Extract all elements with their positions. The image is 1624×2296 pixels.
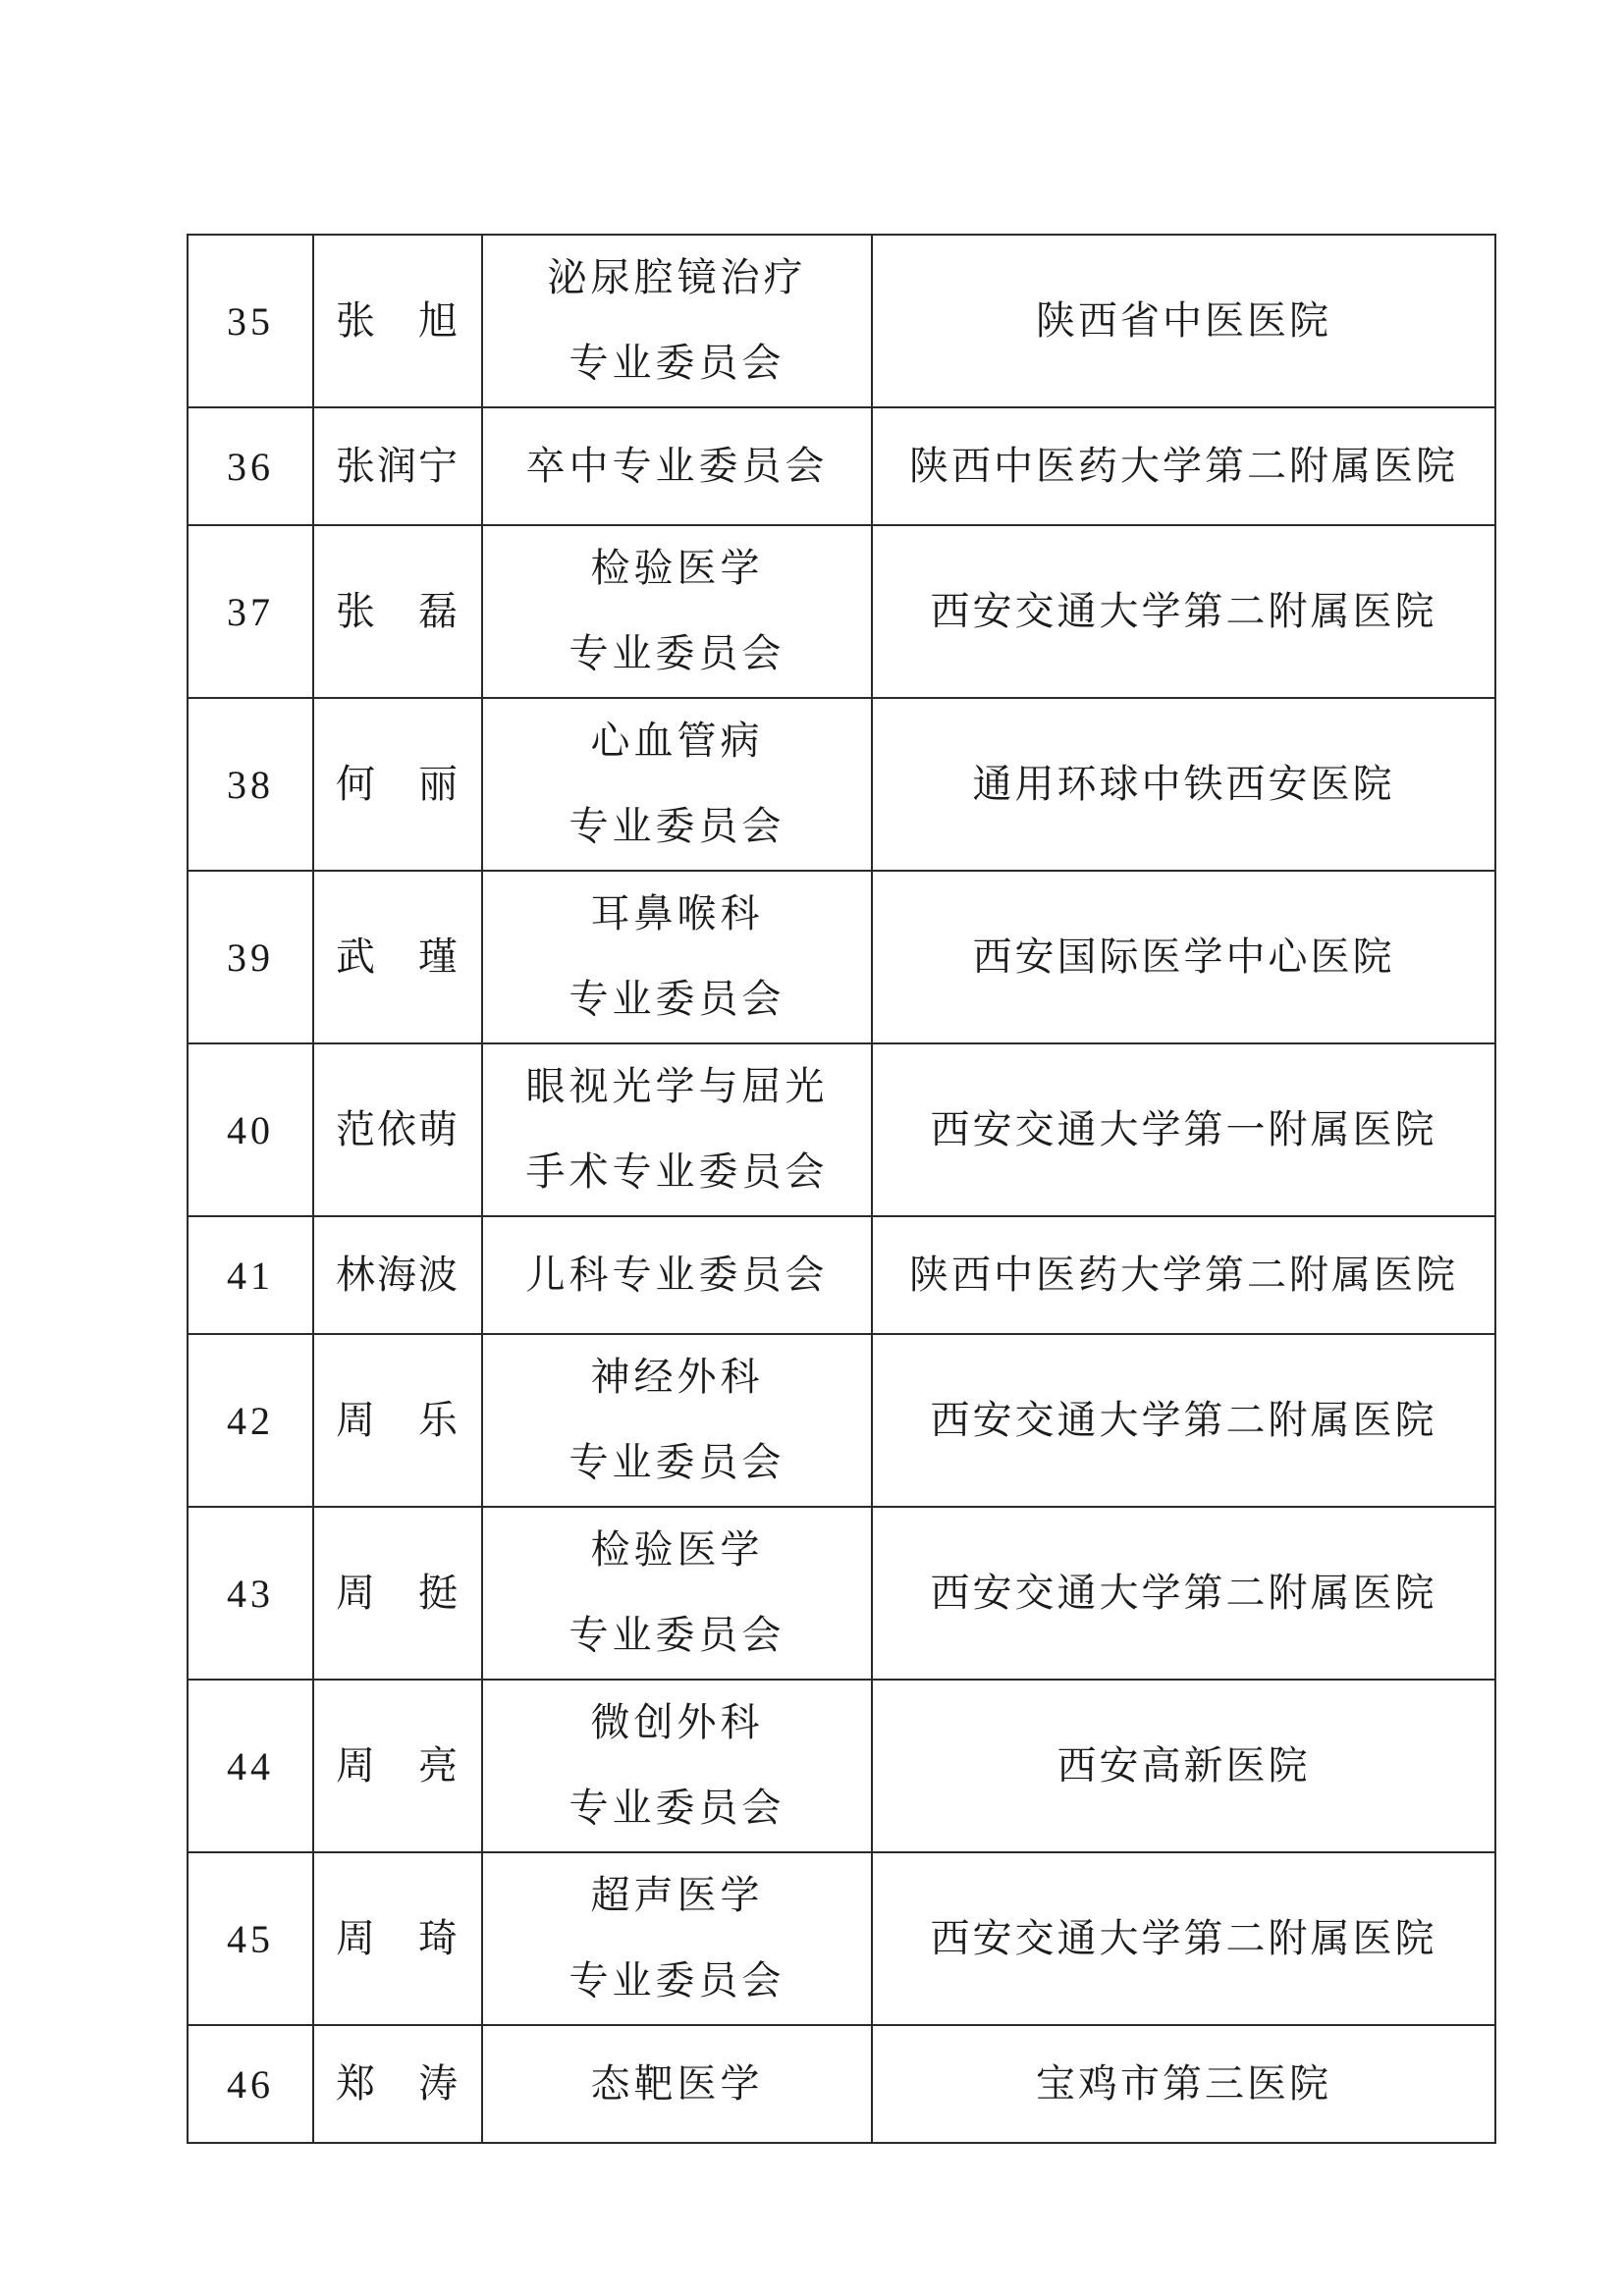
row-number: 37 (188, 525, 313, 698)
member-name: 何 丽 (313, 698, 482, 871)
row-number: 46 (188, 2025, 313, 2143)
committee-line: 专业委员会 (568, 1958, 785, 2003)
member-name: 周 亮 (313, 1680, 482, 1852)
row-number: 45 (188, 1852, 313, 2025)
table-row (188, 1043, 1495, 1216)
committee-line: 检验医学 (590, 546, 764, 591)
committee-cell (482, 1852, 872, 2025)
organization-cell: 西安交通大学第二附属医院 (872, 1852, 1495, 2025)
organization-cell: 通用环球中铁西安医院 (872, 698, 1495, 871)
committee-cell (482, 525, 872, 698)
organization-cell: 西安高新医院 (872, 1680, 1495, 1852)
member-name: 张 磊 (313, 525, 482, 698)
organization-cell: 西安交通大学第一附属医院 (872, 1043, 1495, 1216)
committee-line: 神经外科 (590, 1355, 764, 1400)
committee-line: 专业委员会 (568, 977, 785, 1022)
member-name: 张润宁 (313, 407, 482, 525)
committee-line: 超声医学 (590, 1873, 764, 1918)
table-row (188, 2025, 1495, 2143)
table-row (188, 1852, 1495, 2025)
committee-line: 检验医学 (590, 1527, 764, 1573)
member-table (187, 234, 1496, 2144)
row-number: 41 (188, 1216, 313, 1334)
committee-line: 专业委员会 (568, 341, 785, 386)
organization-cell: 陕西中医药大学第二附属医院 (872, 407, 1495, 525)
row-number: 43 (188, 1507, 313, 1680)
row-number: 42 (188, 1334, 313, 1507)
committee-line: 专业委员会 (568, 804, 785, 849)
member-name: 周 乐 (313, 1334, 482, 1507)
committee-line: 专业委员会 (568, 1786, 785, 1831)
organization-cell: 西安交通大学第二附属医院 (872, 1334, 1495, 1507)
committee-line: 泌尿腔镜治疗 (547, 255, 807, 300)
table-row (188, 1216, 1495, 1334)
row-number: 39 (188, 871, 313, 1043)
committee-line: 卒中专业委员会 (525, 443, 829, 489)
member-name: 周 挺 (313, 1507, 482, 1680)
committee-line: 微创外科 (590, 1700, 764, 1745)
committee-cell (482, 1216, 872, 1334)
committee-cell (482, 1334, 872, 1507)
table-row (188, 871, 1495, 1043)
table-row (188, 407, 1495, 525)
member-name: 郑 涛 (313, 2025, 482, 2143)
committee-cell (482, 1043, 872, 1216)
table-row (188, 1507, 1495, 1680)
row-number: 36 (188, 407, 313, 525)
committee-line: 眼视光学与屈光 (525, 1064, 829, 1109)
organization-cell: 西安交通大学第二附属医院 (872, 525, 1495, 698)
table-row (188, 235, 1495, 407)
organization-cell: 宝鸡市第三医院 (872, 2025, 1495, 2143)
table-row (188, 1680, 1495, 1852)
organization-cell: 陕西中医药大学第二附属医院 (872, 1216, 1495, 1334)
row-number: 44 (188, 1680, 313, 1852)
row-number: 38 (188, 698, 313, 871)
committee-line: 手术专业委员会 (525, 1149, 829, 1195)
committee-line: 耳鼻喉科 (590, 891, 764, 936)
table-row (188, 525, 1495, 698)
member-name: 张 旭 (313, 235, 482, 407)
committee-line: 专业委员会 (568, 1613, 785, 1658)
committee-cell (482, 235, 872, 407)
member-name: 林海波 (313, 1216, 482, 1334)
committee-line: 心血管病 (590, 719, 764, 764)
committee-cell (482, 407, 872, 525)
row-number: 40 (188, 1043, 313, 1216)
member-table-body (188, 235, 1495, 2143)
committee-cell (482, 2025, 872, 2143)
organization-cell: 西安国际医学中心医院 (872, 871, 1495, 1043)
committee-cell (482, 1507, 872, 1680)
committee-line: 专业委员会 (568, 631, 785, 676)
committee-cell (482, 1680, 872, 1852)
organization-cell: 陕西省中医医院 (872, 235, 1495, 407)
committee-cell (482, 698, 872, 871)
member-name: 武 瑾 (313, 871, 482, 1043)
committee-line: 专业委员会 (568, 1440, 785, 1485)
member-name: 周 琦 (313, 1852, 482, 2025)
committee-line: 态靶医学 (590, 2060, 764, 2107)
member-name: 范依萌 (313, 1043, 482, 1216)
row-number: 35 (188, 235, 313, 407)
committee-cell (482, 871, 872, 1043)
table-row (188, 1334, 1495, 1507)
committee-line: 儿科专业委员会 (525, 1252, 829, 1298)
organization-cell: 西安交通大学第二附属医院 (872, 1507, 1495, 1680)
table-row (188, 698, 1495, 871)
